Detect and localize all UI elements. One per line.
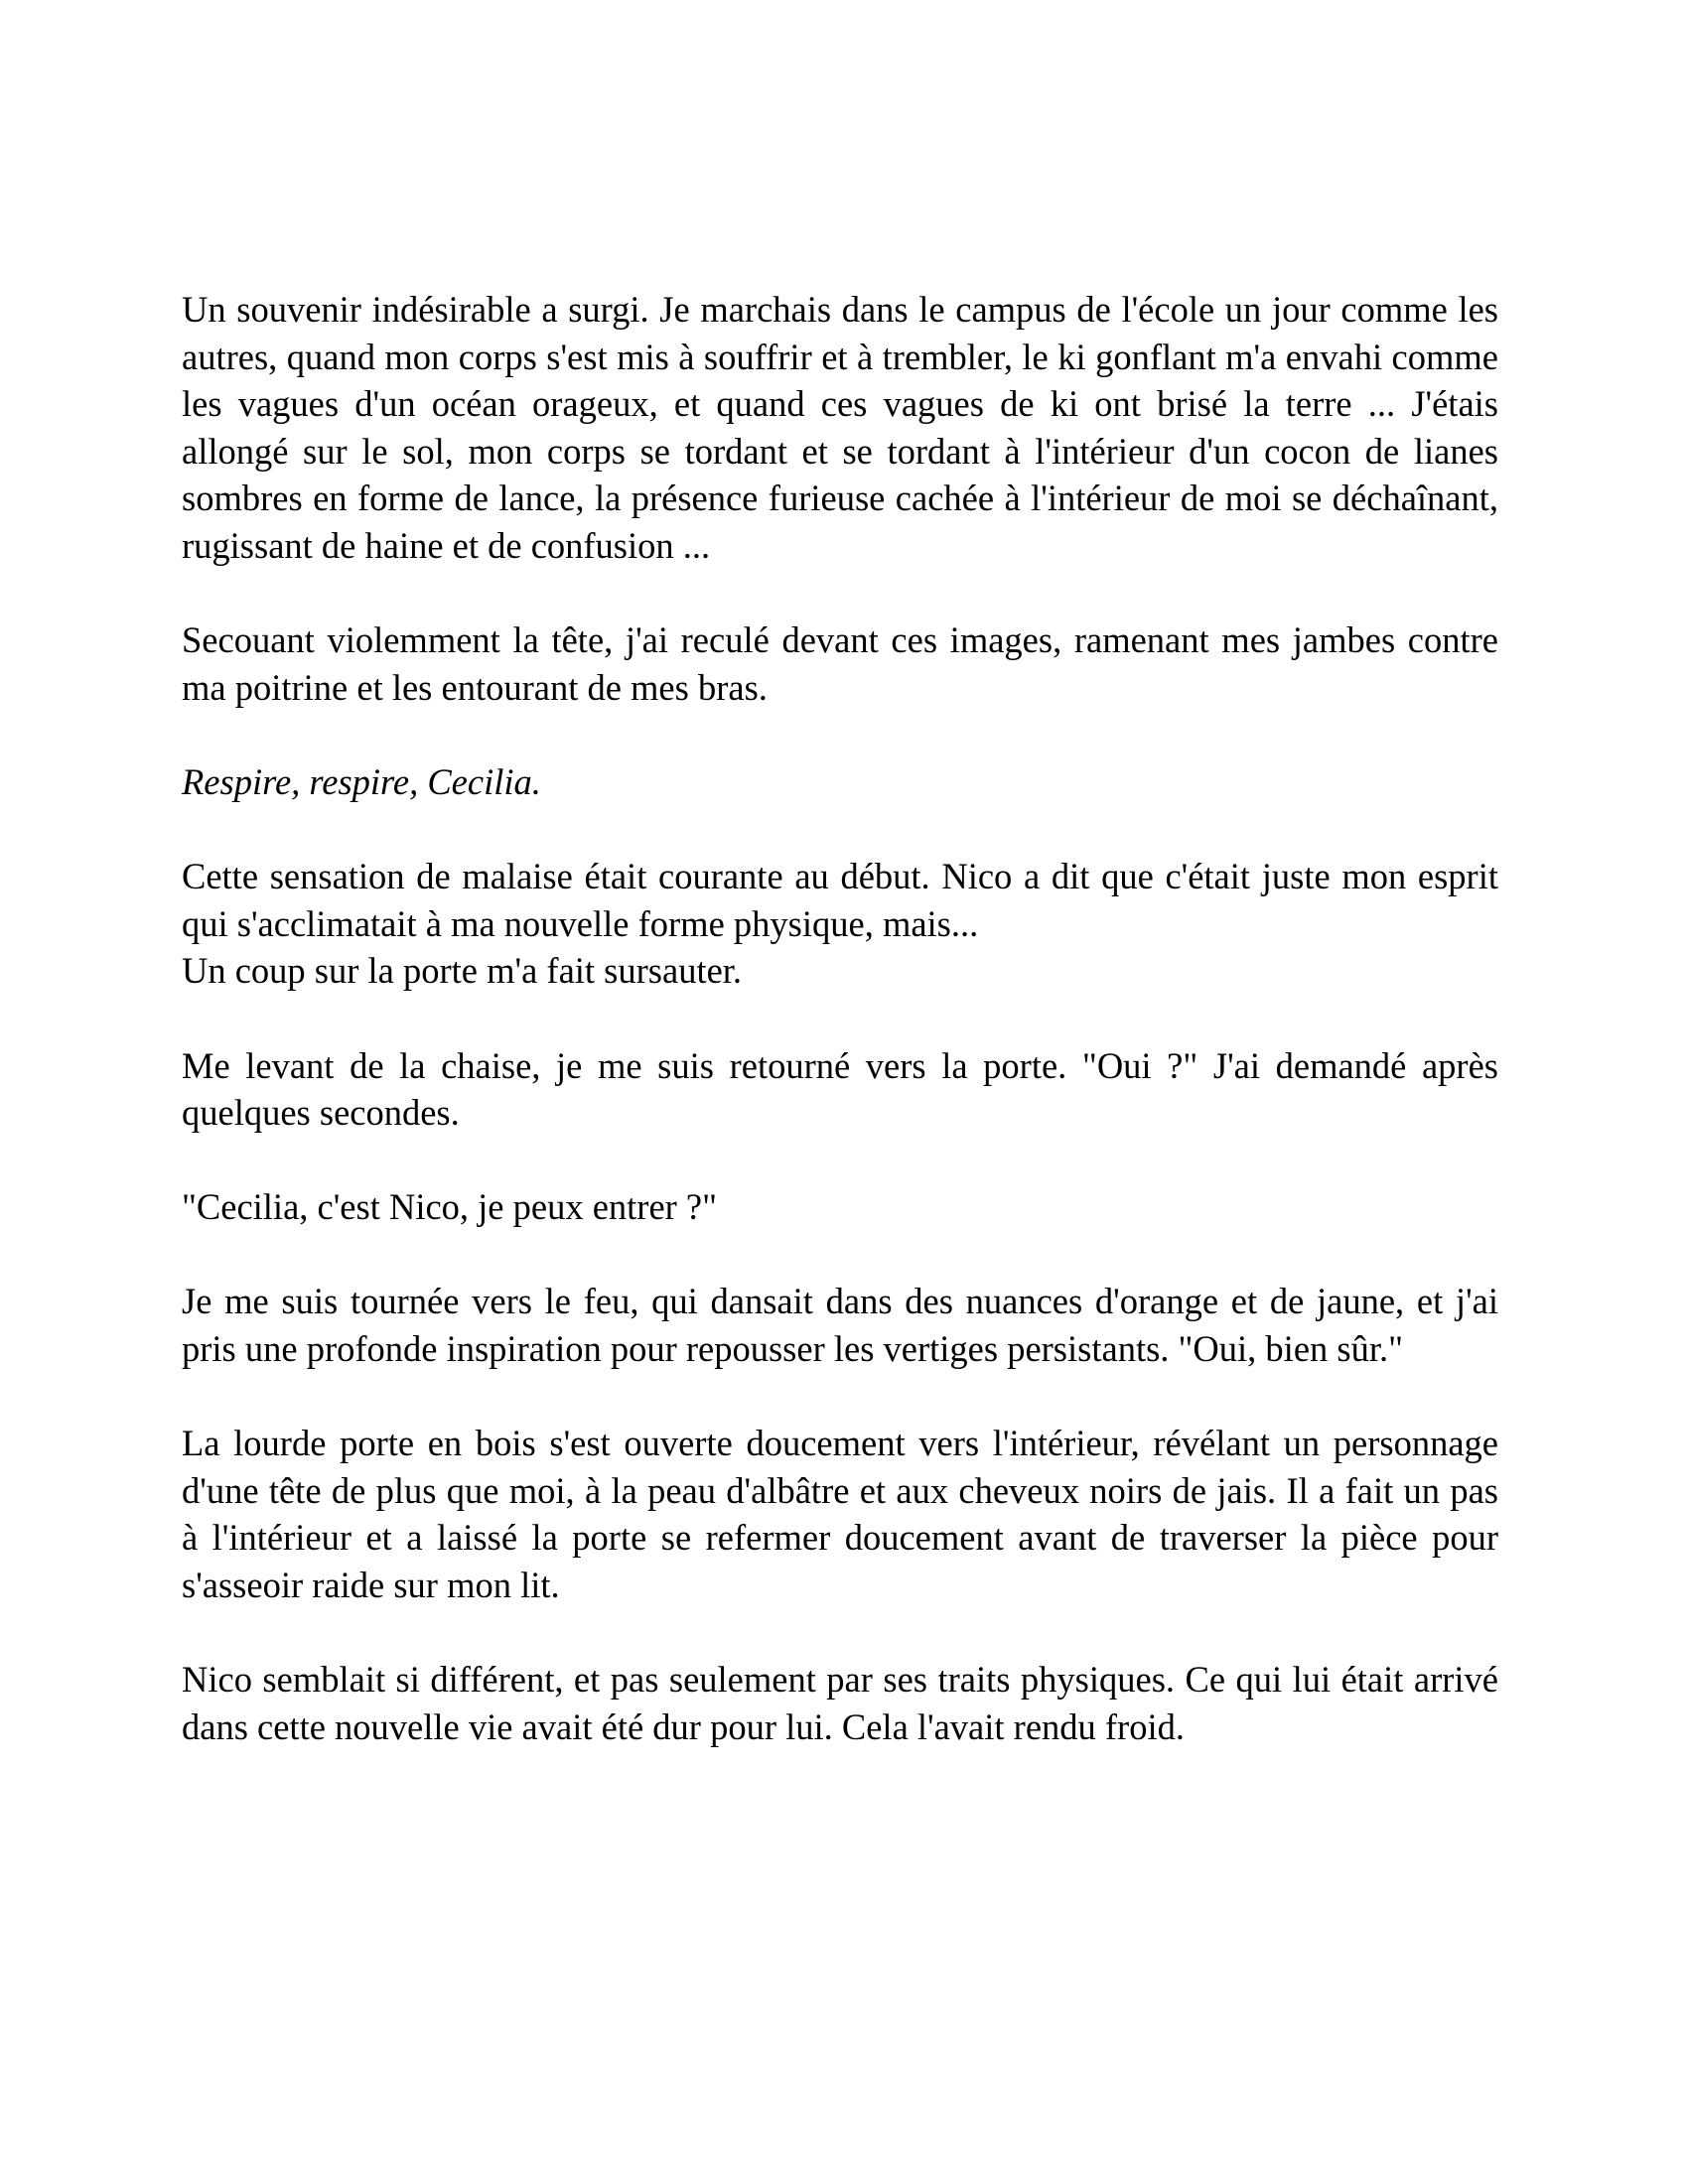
paragraph-door-opens: La lourde porte en bois s'est ouverte doucement vers l'intérieur, révélant un personnage d'une tête de plus que moi, à la peau d'albâtre et aux cheveux noirs de jais. Il a fait un pas à l'intérieur et a laissé la porte se refermer doucement avant de traverser la pièce pour s'asseoir raide sur mon lit. xyxy=(182,1423,1498,1606)
paragraph-getting-up: Me levant de la chaise, je me suis retourné vers la porte. "Oui ?" J'ai demandé après quelques secondes. xyxy=(182,1044,1498,1134)
paragraph-nico-different: Nico semblait si différent, et pas seulement par ses traits physiques. Ce qui lui était arrivé dans cette nouvelle vie avait été dur pour lui. Cela l'avait rendu froid. xyxy=(182,1659,1498,1747)
paragraph-nico-dialogue: "Cecilia, c'est Nico, je peux entrer ?" xyxy=(182,1186,718,1228)
paragraph-malaise-line-2: Un coup sur la porte m'a fait sursauter. xyxy=(182,950,743,992)
paragraph-malaise-line-1: Cette sensation de malaise était courante au début. Nico a dit que c'était juste mon esprit qui s'acclimatait à ma nouvelle forme physique, mais... xyxy=(182,856,1498,944)
paragraph-shaking-head: Secouant violemment la tête, j'ai reculé devant ces images, ramenant mes jambes contre ma poitrine et les entourant de mes bras. xyxy=(182,619,1498,708)
paragraph-breathe-thought: Respire, respire, Cecilia. xyxy=(182,760,541,802)
paragraph-malaise xyxy=(182,853,1498,995)
paragraph-memory: Un souvenir indésirable a surgi. Je marchais dans le campus de l'école un jour comme les autres, quand mon corps s'est mis à souffrir et à trembler, le ki gonflant m'a envahi comme les vagues d'un océan orageux, et quand ces vagues de ki ont brisé la terre ... J'étais allongé sur le sol, mon corps se tordant et se tordant à l'intérieur d'un cocon de lianes sombres en forme de lance, la présence furieuse cachée à l'intérieur de moi se déchaînant, rugissant de haine et de confusion ... xyxy=(182,289,1498,566)
document-page xyxy=(182,286,1498,1798)
paragraph-fire: Je me suis tournée vers le feu, qui dansait dans des nuances d'orange et de jaune, et j'ai pris une profonde inspiration pour repousser les vertiges persistants. "Oui, bien sûr." xyxy=(182,1281,1498,1370)
